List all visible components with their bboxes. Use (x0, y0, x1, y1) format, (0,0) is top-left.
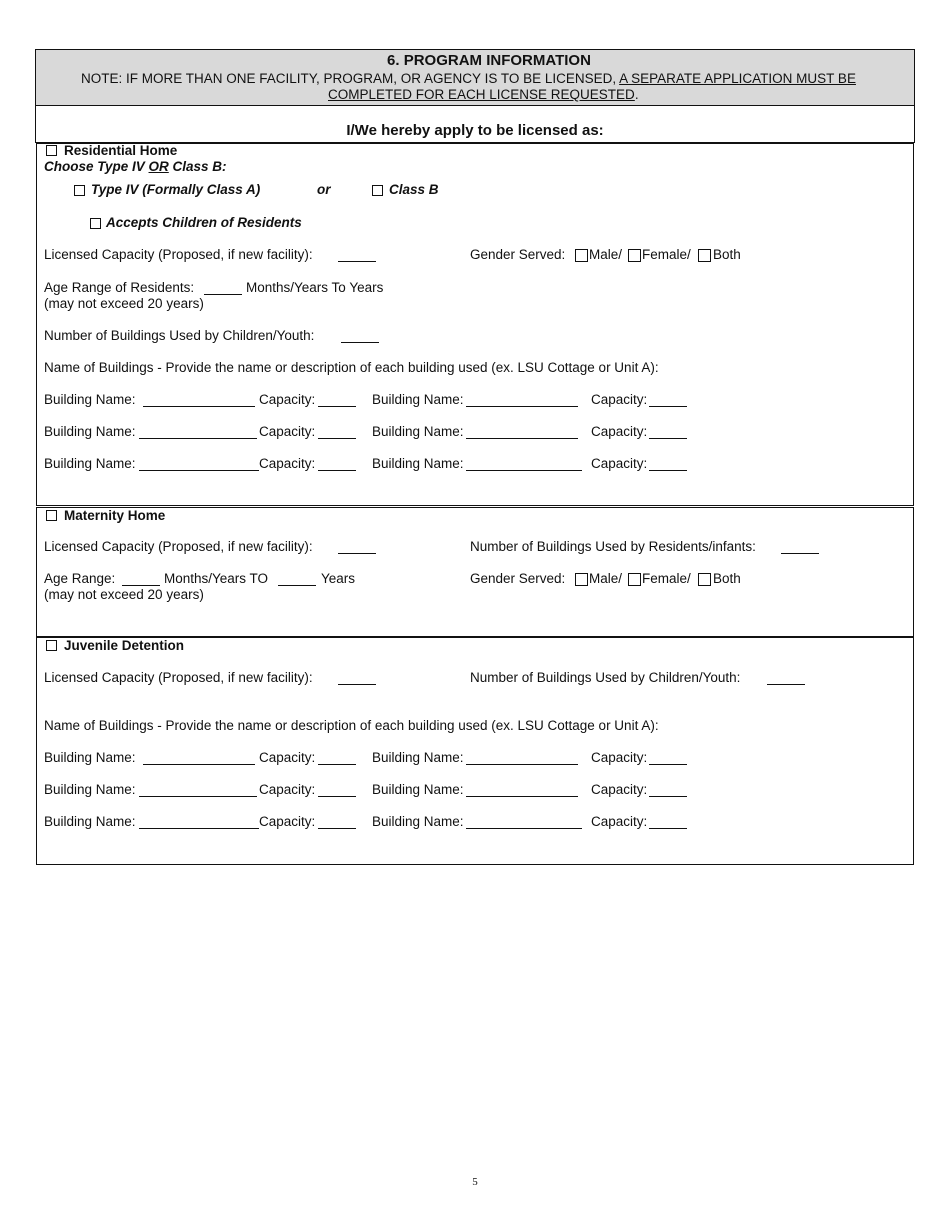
accepts-children-checkbox[interactable] (90, 218, 101, 229)
residential-home-checkbox[interactable] (46, 145, 57, 156)
choose-or: OR (148, 159, 169, 174)
juv-building-name-field[interactable] (466, 828, 582, 829)
juv-capacity-short-field[interactable] (318, 764, 356, 765)
juv-capacity-short-field[interactable] (649, 764, 687, 765)
or-label: or (317, 182, 331, 197)
mat-age-mid: Months/Years TO (164, 571, 269, 586)
res-both-label: Both (713, 247, 741, 262)
apply-heading: I/We hereby apply to be licensed as: (346, 122, 604, 139)
juv-building-name-field[interactable] (143, 764, 255, 765)
juv-building-name-field[interactable] (139, 828, 259, 829)
section-title: 6. PROGRAM INFORMATION (387, 52, 591, 69)
juv-capacity-short-field[interactable] (318, 828, 356, 829)
mat-male-label: Male/ (589, 571, 623, 586)
juv-num-buildings-field[interactable] (767, 684, 805, 685)
res-capacity-short-label: Capacity: (259, 456, 316, 471)
res-capacity-label: Licensed Capacity (Proposed, if new facility): (44, 247, 313, 262)
res-capacity-short-field[interactable] (318, 406, 356, 407)
res-building-name-label: Building Name: (44, 392, 136, 407)
juvenile-detention-checkbox[interactable] (46, 640, 57, 651)
res-male-checkbox[interactable] (575, 249, 588, 262)
note-underlined-2: COMPLETED FOR EACH LICENSE REQUESTED (328, 87, 635, 102)
juv-building-name-label: Building Name: (372, 750, 464, 765)
mat-age-end: Years (321, 571, 356, 586)
mat-both-checkbox[interactable] (698, 573, 711, 586)
res-age-units: Months/Years To Years (246, 280, 384, 295)
juv-capacity-field[interactable] (338, 684, 376, 685)
juvenile-detention-title: Juvenile Detention (64, 638, 185, 653)
class-b-checkbox[interactable] (372, 185, 383, 196)
res-age-label: Age Range of Residents: (44, 280, 195, 295)
res-capacity-short-field[interactable] (649, 470, 687, 471)
maternity-home-title: Maternity Home (64, 508, 166, 523)
accepts-children-label: Accepts Children of Residents (106, 215, 302, 230)
residential-home-title: Residential Home (64, 143, 178, 158)
mat-capacity-label: Licensed Capacity (Proposed, if new facility): (44, 539, 313, 554)
res-building-name-field[interactable] (466, 406, 578, 407)
res-age-note: (may not exceed 20 years) (44, 296, 204, 311)
res-building-name-field[interactable] (139, 438, 257, 439)
mat-capacity-field[interactable] (338, 553, 376, 554)
note-prefix: NOTE: IF MORE THAN ONE FACILITY, PROGRAM, OR AGENCY IS TO BE LICENSED, (81, 71, 620, 86)
res-building-name-label: Building Name: (372, 424, 464, 439)
res-capacity-short-label: Capacity: (591, 456, 648, 471)
mat-num-buildings-label: Number of Buildings Used by Residents/infants: (470, 539, 756, 554)
mat-age-label: Age Range: (44, 571, 116, 586)
section-note-line-2 (328, 87, 639, 103)
juv-capacity-label: Licensed Capacity (Proposed, if new facility): (44, 670, 313, 685)
section-note-line-1 (81, 71, 856, 87)
juv-building-name-label: Building Name: (44, 814, 136, 829)
res-female-label: Female/ (642, 247, 691, 262)
res-male-label: Male/ (589, 247, 623, 262)
juv-capacity-short-field[interactable] (649, 828, 687, 829)
res-building-name-field[interactable] (466, 470, 582, 471)
res-capacity-short-label: Capacity: (259, 424, 316, 439)
mat-gender-label: Gender Served: (470, 571, 566, 586)
res-building-name-label: Building Name: (372, 392, 464, 407)
res-building-name-label: Building Name: (372, 456, 464, 471)
juv-building-name-label: Building Name: (372, 782, 464, 797)
type-iv-label: Type IV (Formally Class A) (91, 182, 261, 197)
res-capacity-short-label: Capacity: (591, 424, 648, 439)
juv-capacity-short-label: Capacity: (259, 814, 316, 829)
juv-capacity-short-field[interactable] (649, 796, 687, 797)
res-female-checkbox[interactable] (628, 249, 641, 262)
res-capacity-short-field[interactable] (318, 470, 356, 471)
note-end: . (634, 87, 639, 102)
juv-building-name-label: Building Name: (44, 750, 136, 765)
res-num-buildings-field[interactable] (341, 342, 379, 343)
juv-building-name-label: Building Name: (372, 814, 464, 829)
mat-female-label: Female/ (642, 571, 691, 586)
mat-age-note: (may not exceed 20 years) (44, 587, 204, 602)
juv-building-name-field[interactable] (139, 796, 257, 797)
maternity-home-checkbox[interactable] (46, 510, 57, 521)
choose-prefix: Choose Type IV (44, 159, 149, 174)
res-gender-label: Gender Served: (470, 247, 566, 262)
mat-both-label: Both (713, 571, 741, 586)
juv-capacity-short-label: Capacity: (259, 782, 316, 797)
res-building-name-field[interactable] (139, 470, 259, 471)
res-both-checkbox[interactable] (698, 249, 711, 262)
choose-type-label (44, 159, 227, 175)
res-building-name-field[interactable] (143, 406, 255, 407)
juv-capacity-short-label: Capacity: (591, 750, 648, 765)
res-names-instruction: Name of Buildings - Provide the name or description of each building used (ex. LSU Cottage or Unit A): (44, 360, 659, 375)
juv-names-instruction: Name of Buildings - Provide the name or description of each building used (ex. LSU Cottage or Unit A): (44, 718, 659, 733)
type-iv-checkbox[interactable] (74, 185, 85, 196)
res-building-name-field[interactable] (466, 438, 578, 439)
mat-male-checkbox[interactable] (575, 573, 588, 586)
res-age-field[interactable] (204, 294, 242, 295)
res-capacity-field[interactable] (338, 261, 376, 262)
choose-suffix: Class B: (168, 159, 227, 174)
res-capacity-short-label: Capacity: (259, 392, 316, 407)
mat-num-buildings-field[interactable] (781, 553, 819, 554)
mat-female-checkbox[interactable] (628, 573, 641, 586)
juv-capacity-short-label: Capacity: (591, 782, 648, 797)
res-capacity-short-field[interactable] (318, 438, 356, 439)
res-capacity-short-field[interactable] (649, 438, 687, 439)
juv-num-buildings-label: Number of Buildings Used by Children/Youth: (470, 670, 741, 685)
res-building-name-label: Building Name: (44, 456, 136, 471)
res-num-buildings-label: Number of Buildings Used by Children/Youth: (44, 328, 315, 343)
juv-building-name-field[interactable] (466, 796, 578, 797)
class-b-label: Class B (389, 182, 439, 197)
juv-capacity-short-label: Capacity: (591, 814, 648, 829)
res-building-name-label: Building Name: (44, 424, 136, 439)
note-underlined-1: A SEPARATE APPLICATION MUST BE (619, 71, 856, 86)
juv-capacity-short-label: Capacity: (259, 750, 316, 765)
mat-age-from-field[interactable] (122, 585, 160, 586)
juv-capacity-short-field[interactable] (318, 796, 356, 797)
juv-building-name-field[interactable] (466, 764, 578, 765)
res-capacity-short-label: Capacity: (591, 392, 648, 407)
juv-building-name-label: Building Name: (44, 782, 136, 797)
page-number: 5 (472, 1176, 478, 1188)
mat-age-to-field[interactable] (278, 585, 316, 586)
res-capacity-short-field[interactable] (649, 406, 687, 407)
